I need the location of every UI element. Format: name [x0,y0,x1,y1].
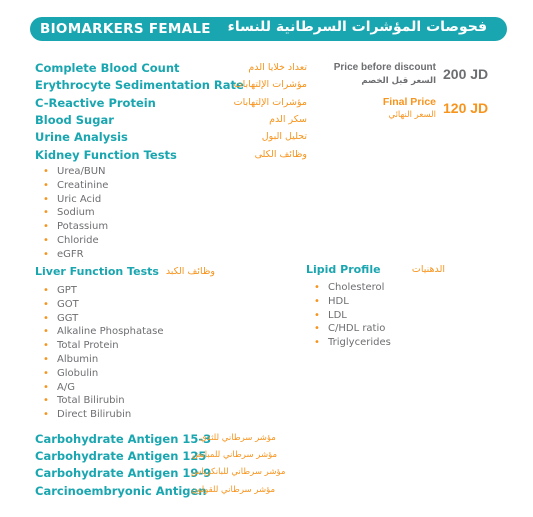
liver-title: Liver Function Tests [35,265,159,278]
bullet-icon: • [43,207,49,219]
antigen-ca19-9: Carbohydrate Antigen 19-9 [35,466,212,480]
list-item: • GPT [43,285,77,296]
antigen-ca15-3-ar: مؤشر سرطاني للثدي [200,433,276,443]
kidney-items-list [36,165,108,262]
bullet-icon: • [43,221,49,233]
bullet-icon: • [43,298,49,310]
test-name-urine: Urine Analysis [35,130,128,144]
list-item: • Potassium [43,221,109,233]
bullet-icon: • [43,409,49,421]
bullet-icon: • [43,367,49,379]
test-name-blood-sugar: Blood Sugar [35,113,114,127]
antigen-cea: Carcinoembryonic Antigen [35,484,207,498]
list-item: • Total Bilirubin [43,395,125,407]
final-price-label: Final Price [382,96,436,108]
antigen-cea-ar: مؤشر سرطاني للقولون [191,485,276,495]
list-item: • Globulin [43,367,99,379]
bullet-icon: • [43,285,49,296]
lipid-title-ar: الدهنيات [411,264,445,275]
list-item: • Direct Bilirubin [43,409,132,421]
list-item: • Total Protein [43,340,119,352]
header-title-en: BIOMARKERS FEMALE [40,21,211,37]
bullet-icon: • [43,179,49,191]
bullet-icon: • [43,193,49,205]
test-name-kidney: Kidney Function Tests [35,148,177,162]
liver-title-ar: وظائف الكبد [165,266,215,277]
bullet-icon: • [43,353,49,365]
lipid-title: Lipid Profile [306,263,381,276]
bullet-icon: • [43,248,49,260]
list-item: • Chloride [43,234,99,246]
bullet-icon: • [43,326,49,338]
test-ar-cbc: تعداد خلايا الدم [248,62,307,73]
price-before-label: Price before discount [333,62,436,73]
lipid-items-list [307,281,391,350]
antigen-ca19-9-ar: مؤشر سرطاني للبانكرياس [191,467,286,477]
list-item: • A/G [43,381,75,393]
bullet-icon: • [43,340,49,352]
list-item: • GGT [43,312,79,324]
test-name-esr: Erythrocyte Sedimentation Rate [35,78,244,92]
bullet-icon: • [43,234,49,246]
list-item: • Uric Acid [43,193,102,205]
list-item: • Alkaline Phosphatase [43,326,164,338]
test-ar-blood-sugar: سكر الدم [269,114,307,125]
price-before-label-ar: السعر قبل الخصم [361,76,436,86]
test-name-crp: C-Reactive Protein [35,96,156,110]
list-item: • eGFR [43,248,84,260]
list-item: • Albumin [43,353,99,365]
bullet-icon: • [43,166,49,177]
bullet-icon: • [314,295,320,307]
test-ar-crp: مؤشرات الإلتهابات [233,97,307,108]
bullet-icon: • [314,323,320,335]
bullet-icon: • [314,282,320,293]
list-item: • Sodium [43,207,95,219]
list-item: • Urea/BUN [43,166,106,177]
list-item: • LDL [314,309,347,321]
bullet-icon: • [314,337,320,349]
list-item: • GOT [43,298,79,310]
test-name-cbc: Complete Blood Count [35,61,180,75]
final-price-value: 120 JD [443,100,489,116]
liver-items-list [36,284,164,422]
list-item: • Cholesterol [314,282,385,293]
header-title-ar: فحوصات المؤشرات السرطانية للنساء [227,19,487,35]
test-ar-esr: مؤشرات الإلتهابات [233,79,307,90]
final-price-label-ar: السعر النهائي [388,110,436,120]
bullet-icon: • [43,381,49,393]
test-ar-urine: تحليل البول [261,131,307,142]
bullet-icon: • [43,395,49,407]
antigen-ca125: Carbohydrate Antigen 125 [35,449,207,463]
bullet-icon: • [43,312,49,324]
list-item: • Triglycerides [314,337,391,349]
antigen-ca125-ar: مؤشر سرطاني للمبايض [192,450,278,460]
list-item: • HDL [314,295,349,307]
list-item: • Creatinine [43,179,109,191]
list-item: • C/HDL ratio [314,323,386,335]
price-before-value: 200 JD [443,66,489,82]
test-ar-kidney: وظائف الكلى [254,149,307,160]
header-banner [30,17,507,41]
bullet-icon: • [314,309,320,321]
antigen-ca15-3: Carbohydrate Antigen 15-3 [35,432,212,446]
